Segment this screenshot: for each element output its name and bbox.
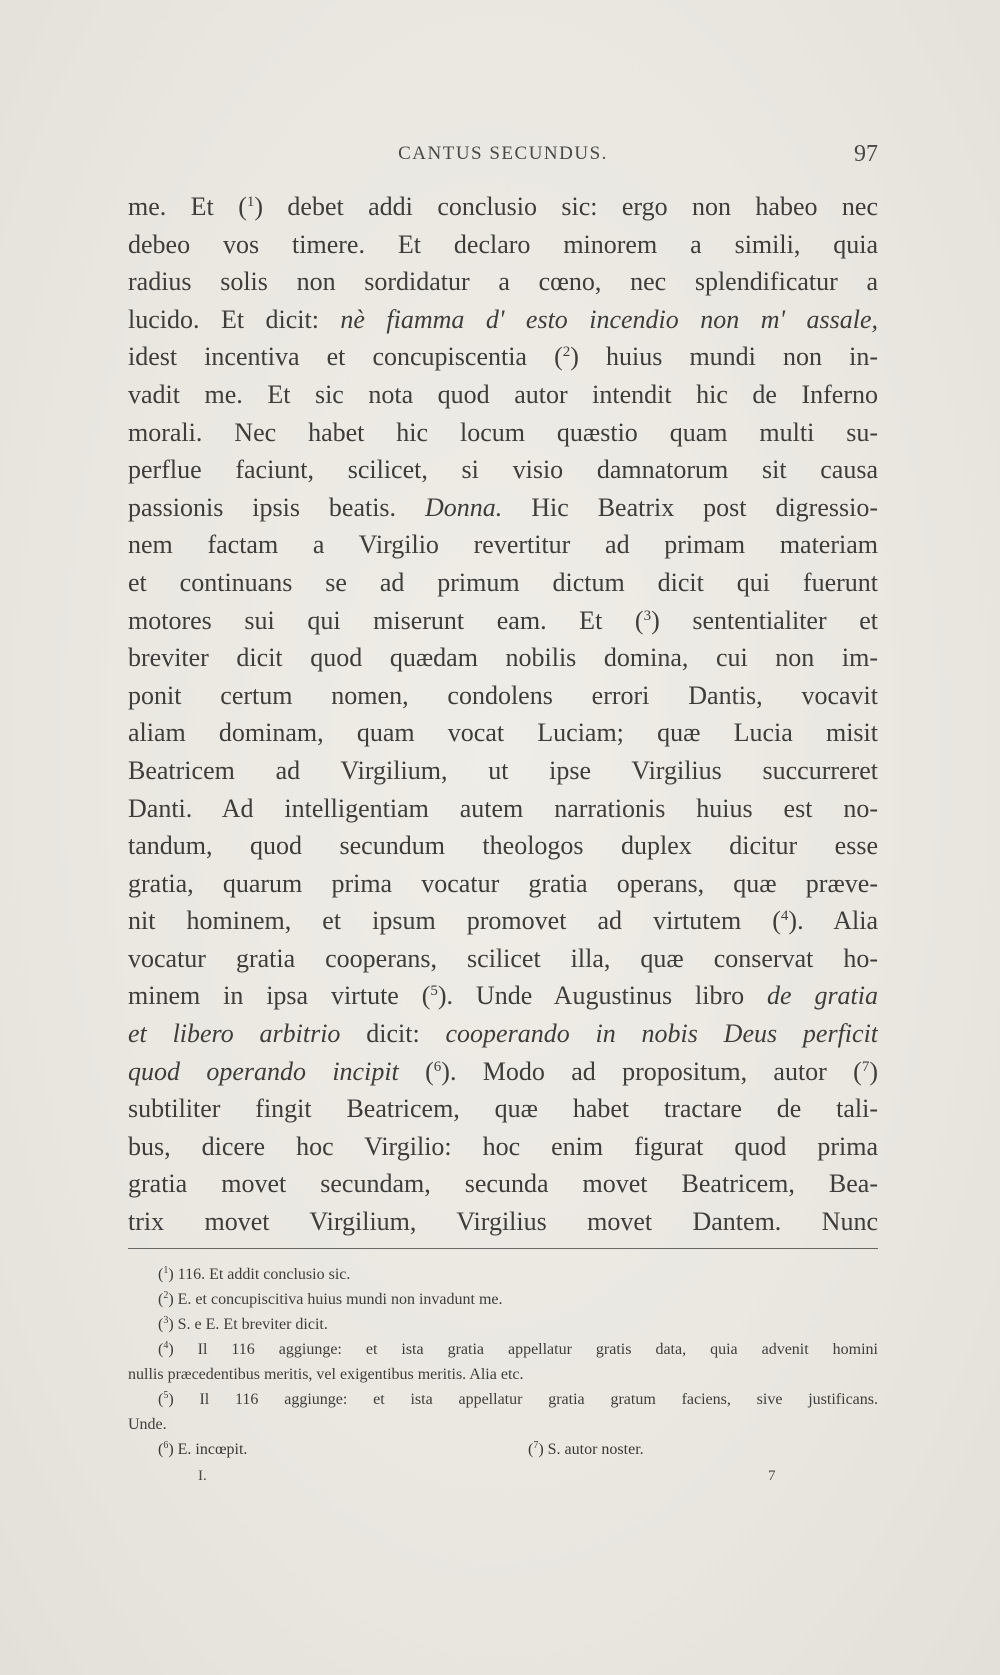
text-line: tandum, quod secundum theologos duplex dicitur esse	[128, 831, 878, 861]
footnote-1: ($^1$) 116. Et addit conclusio sic.	[158, 1265, 351, 1283]
footnote-rule	[128, 1248, 878, 1249]
footnote-6: ($^6$) E. incœpit.	[158, 1440, 248, 1458]
footnote-text: Il 116 aggiunge: et ista gratia appellatur gratis data, quia advenit homini	[197, 1341, 878, 1358]
footnote-5: ($^5$) Il 116 aggiunge: et ista appellatur gratia gratum faciens, sive justificans.	[158, 1390, 878, 1408]
text-line: aliam dominam, quam vocat Luciam; quæ Lucia misit	[128, 718, 878, 748]
text-line: gratia, quarum prima vocatur gratia operans, quæ præve-	[128, 868, 878, 898]
footnote-ref: 3	[643, 607, 652, 624]
text-line: trix movet Virgilium, Virgilius movet Dantem. Nunc	[128, 1207, 878, 1237]
footnote-3: ($^3$) S. e E. Et breviter dicit.	[158, 1315, 328, 1333]
text-line: ponit certum nomen, condolens errori Dantis, vocavit	[128, 680, 878, 710]
text-span: passionis ipsis beatis.	[128, 492, 425, 522]
text-line: vadit me. Et sic nota quod autor intendit hic de Inferno	[128, 379, 878, 409]
footnote-text: 116. Et addit conclusio sic.	[177, 1266, 351, 1283]
footnote-marker: 3	[163, 1315, 169, 1326]
footnote-ref: 4	[780, 908, 789, 925]
footnote-ref: 2	[562, 344, 571, 361]
text-line	[128, 977, 878, 1015]
text-span: minem in ipsa virtute (	[128, 981, 431, 1011]
text-line: radius solis non sordidatur a cœno, nec splendificatur a	[128, 267, 878, 297]
text-line	[128, 902, 878, 940]
footnote-marker: 5	[163, 1390, 169, 1401]
italic-quote: quod operando incipit	[128, 1056, 399, 1086]
printer-signature	[128, 1468, 878, 1492]
italic-quote: Donna.	[425, 492, 503, 522]
footnote-7: ($^7$) S. autor noster.	[528, 1440, 644, 1458]
text-span: )	[869, 1056, 878, 1086]
text-span: ) sententialiter et	[651, 605, 878, 635]
text-span: dicit:	[340, 1019, 446, 1049]
text-line: perflue faciunt, scilicet, si visio damnatorum sit causa	[128, 455, 878, 485]
footnote-ref: 1	[246, 194, 255, 210]
text-span: ) debet addi conclusio sic: ergo non habeo nec	[254, 192, 878, 221]
text-line: morali. Nec habet hic locum quæstio quam multi su-	[128, 417, 878, 447]
text-line	[128, 188, 878, 226]
sheet-number: 7	[768, 1468, 776, 1484]
footnotes	[128, 1262, 878, 1462]
footnote-ref: 6	[433, 1058, 442, 1075]
italic-title: et libero arbitrio	[128, 1019, 341, 1049]
italic-title: de gratia	[767, 981, 878, 1011]
text-span: me. Et (	[128, 192, 247, 221]
text-span: ). Unde Augustinus libro	[437, 981, 768, 1011]
main-text	[128, 188, 878, 1241]
text-line: Beatricem ad Virgilium, ut ipse Virgilius succurreret	[128, 755, 878, 785]
text-line: subtiliter fingit Beatricem, quæ habet tractare de tali-	[128, 1094, 878, 1124]
text-line: gratia movet secundam, secunda movet Beatricem, Bea-	[128, 1169, 878, 1199]
text-line: Danti. Ad intelligentiam autem narrationis huius est no-	[128, 793, 878, 823]
footnote-text: Il 116 aggiunge: et ista appellatur gratia gratum faciens, sive justificans.	[199, 1391, 878, 1408]
text-span: (	[398, 1056, 434, 1086]
footnote-marker: 1	[163, 1265, 169, 1276]
text-span: nit hominem, et ipsum promovet ad virtutem (	[128, 906, 781, 936]
text-span: Hic Beatrix post digressio-	[502, 492, 878, 522]
italic-quote: cooperando in nobis Deus perficit	[445, 1019, 878, 1049]
text-span: ) huius mundi non in-	[570, 342, 878, 372]
footnote-text: S. e E. Et breviter dicit.	[177, 1316, 328, 1333]
footnote-4: ($^4$) Il 116 aggiunge: et ista gratia appellatur gratis data, quia advenit homini	[158, 1340, 878, 1358]
footnote-marker: 4	[163, 1340, 169, 1351]
italic-quote: nè fiamma d' esto incendio non m' assale,	[340, 304, 878, 334]
footnote-marker: 2	[163, 1290, 169, 1301]
footnote-ref: 7	[861, 1058, 870, 1075]
footnote-marker: 7	[533, 1440, 539, 1451]
text-span: lucido. Et dicit:	[128, 304, 341, 334]
text-span: ). Modo ad propositum, autor (	[441, 1056, 862, 1086]
text-span: ). Alia	[788, 906, 878, 936]
text-span: idest incentiva et concupiscentia (	[128, 342, 563, 372]
text-line	[128, 1015, 878, 1053]
text-line	[128, 301, 878, 339]
text-line: vocatur gratia cooperans, scilicet illa, quæ conservat ho-	[128, 943, 878, 973]
text-line	[128, 489, 878, 527]
text-line: debeo vos timere. Et declaro minorem a simili, quia	[128, 229, 878, 259]
page-number: 97	[854, 141, 878, 167]
text-line: nem factam a Virgilio revertitur ad primam materiam	[128, 530, 878, 560]
footnote-text: E. incœpit.	[177, 1441, 248, 1458]
text-line: bus, dicere hoc Virgilio: hoc enim figurat quod prima	[128, 1131, 878, 1161]
text-span: motores sui qui miserunt eam. Et (	[128, 605, 644, 635]
footnote-2: ($^2$) E. et concupiscitiva huius mundi non invadunt me.	[158, 1290, 503, 1308]
footnote-marker: 6	[163, 1440, 169, 1451]
page-header	[128, 143, 878, 173]
text-line: breviter dicit quod quædam nobilis domina, cui non im-	[128, 643, 878, 673]
footnote-6-7	[128, 1437, 878, 1462]
footnote-4-cont: nullis præcedentibus meritis, vel exigentibus meritis. Alia etc.	[128, 1366, 524, 1383]
footnote-ref: 5	[430, 983, 438, 1000]
text-line: et continuans se ad primum dictum dicit qui fuerunt	[128, 567, 878, 597]
text-line	[128, 602, 878, 640]
running-head: CANTUS SECUNDUS.	[398, 143, 608, 164]
text-line	[128, 338, 878, 376]
volume-mark: I.	[198, 1468, 207, 1484]
text-line	[128, 1053, 878, 1091]
footnote-text: E. et concupiscitiva huius mundi non invadunt me.	[177, 1291, 503, 1308]
footnote-5-cont: Unde.	[128, 1416, 167, 1433]
footnote-text: S. autor noster.	[547, 1441, 644, 1458]
